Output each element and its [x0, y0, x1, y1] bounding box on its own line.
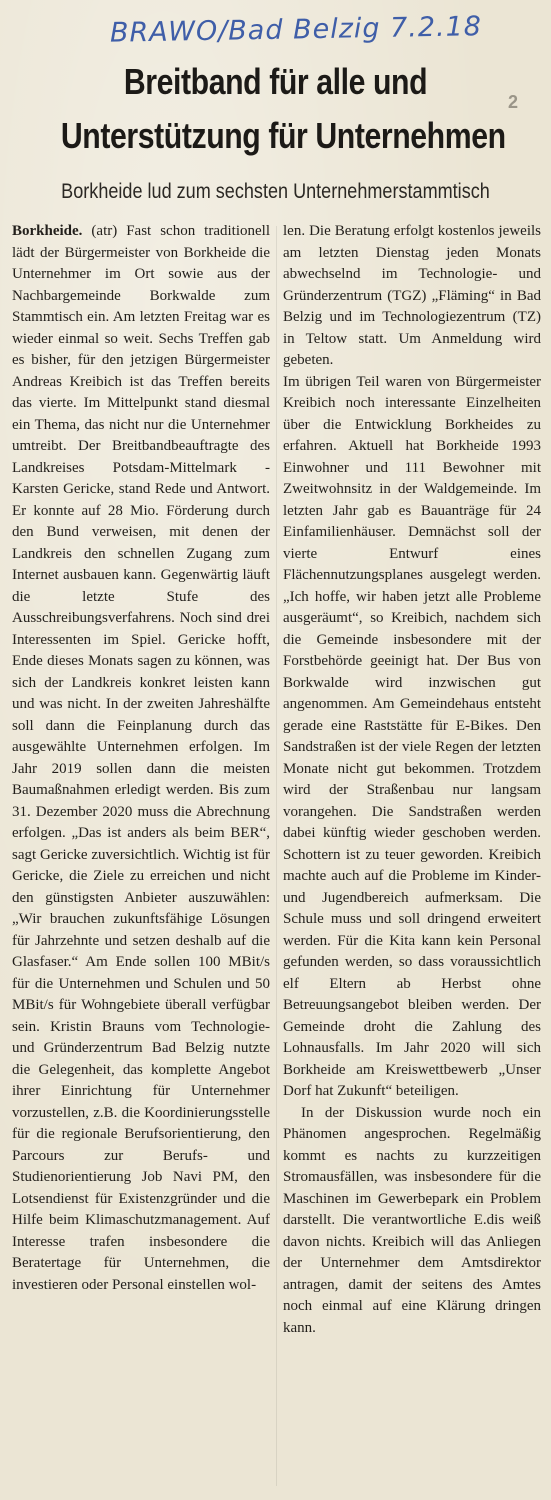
column-divider	[276, 226, 277, 1486]
handwritten-source-note: BRAWO/Bad Belzig 7.2.18	[109, 11, 483, 49]
article-column-left	[12, 221, 270, 1496]
headline	[60, 55, 506, 163]
dateline: Borkheide.	[12, 223, 83, 239]
headline-line-1: Breitband für alle und	[123, 61, 428, 102]
article-paragraph	[12, 221, 270, 1296]
subheadline: Borkheide lud zum sechsten Unternehmerstammtisch	[61, 180, 490, 203]
article-paragraph: In der Diskussion wurde noch ein Phänomen angesprochen. Regelmäßig kommt es nachts zu kurzzeitigen Stromausfällen, was insbesondere für die Maschinen im Gewerbepark ein Problem darstellt. Die verantwortliche E.dis weiß davon nichts. Kreibich will das Anliegen der Unternehmer dem Amtsdirektor antragen, damit der seitens des Amtes noch einmal auf eine Klärung dringen kann.	[283, 1104, 541, 1336]
headline-line-2: Unterstützung für Unternehmen	[60, 115, 506, 156]
article-text-left: (atr) Fast schon traditionell lädt der Bürgermeister von Borkheide die Unternehmer im Ort sowie aus der Nachbargemeinde Borkwalde zum Stammtisch ein. Am letzten Freitag war es wieder einmal so weit. Sechs Treffen gab es bisher, für den jetzigen Bürgermeister Andreas Kreibich ist das Treffen bereits das vierte. Im Mittelpunkt stand diesmal ein Thema, das nicht nur die Unternehmer umtreibt. Der Breitbandbeauftragte des Landkreises Potsdam-Mittelmark - Karsten Gericke, stand Rede und Antwort. Er konnte auf 28 Mio. Förderung durch den Bund verweisen, mit denen der Landkreis den schnellen Zugang zum Internet ausbauen kann. Gegenwärtig läuft die letzte Stufe des Ausschreibungsverfahrens. Noch sind drei Interessenten im Spiel. Gericke hofft, Ende dieses Monats sagen zu können, was sich der Landkreis konkret leisten kann und was nicht. In der zweiten Jahreshälfte soll dann die Feinplanung durch das ausgewählte Unternehmen erfolgen. Im Jahr 2019 sollen dann die meisten Baumaßnahmen erledigt werden. Bis zum 31. Dezember 2020 muss die Abrechnung erfolgen. „Das ist anders als beim BER“, sagt Gericke zuversichtlich. Wichtig ist für Gericke, die Ziele zu erreichen und nicht den günstigsten Anbieter auszuwählen: „Wir brauchen zukunftsfähige Lösungen für Jahrzehnte und setzen deshalb auf die Glasfaser.“ Am Ende sollen 100 MBit/s für die Unternehmen und Schulen und 50 MBit/s für Wohngebiete überall verfügbar sein. Kristin Brauns vom Technologie- und Gründerzentrum Bad Belzig nutzte die Gelegenheit, das komplette Angebot ihrer Einrichtung für Unternehmer vorzustellen, z.B. die Koordinierungsstelle für die regionale Berufsorientierung, den Parcours zur Berufs- und Studienorientierung Job Navi PM, den Lotsendienst für Existenzgründer und die Hilfe beim Klimaschutzmanagement. Auf Interesse trafen insbesondere die Beratertage für Unternehmen, die investieren oder Personal einstellen wol-	[12, 223, 270, 1293]
article-paragraph: Im übrigen Teil waren von Bürgermeister Kreibich noch interessante Einzelheiten über die Entwicklung Borkheides zu erfahren. Aktuell hat Borkheide 1993 Einwohner und 111 Bewohner mit Zweitwohnsitz in der Waldgemeinde. Im letzten Jahr gab es Bauanträge für 24 Einfamilienhäuser. Demnächst soll der vierte Entwurf eines Flächennutzungsplanes ausgelegt werden. „Ich hoffe, wir haben jetzt alle Probleme ausgeräumt“, so Kreibich, nachdem sich die Gemeinde insbesondere mit der Forstbehörde geeinigt hat. Der Bus von Borkwalde wird inzwischen gut angenommen. Am Gemeindehaus entsteht gerade eine Raststätte für E-Bikes. Den Sandstraßen ist der viele Regen der letzten Monate nicht gut bekommen. Trotzdem wird der Straßenbau nur langsam vorangehen. Die Sandstraßen werden dabei künftig wieder geschoben werden. Schottern ist zu teuer geworden. Kreibich machte auch auf die Probleme im Kinder- und Jugendbereich aufmerksam. Die Schule muss und soll dringend erweitert werden. Für die Kita kann kein Personal gefunden werden, so dass voraussichtlich elf Eltern ab Herbst ohne Betreuungsangebot bleiben werden. Der Gemeinde droht die Zahlung des Lohnausfalls. Im Jahr 2020 will sich Borkheide am Kreiswettbewerb „Unser Dorf hat Zukunft“ beteiligen.	[283, 373, 541, 1099]
adjacent-article-fragment: 2	[508, 92, 519, 112]
article-column-right	[283, 221, 541, 1496]
article-paragraph: len. Die Beratung erfolgt kostenlos jeweils am letzten Dienstag jeden Monats abwechselnd im Technologie- und Gründerzentrum (TGZ) „Fläming“ in Bad Belzig und im Technologiezentrum (TZ) in Teltow statt. Um Anmeldung wird gebeten.	[283, 223, 541, 368]
